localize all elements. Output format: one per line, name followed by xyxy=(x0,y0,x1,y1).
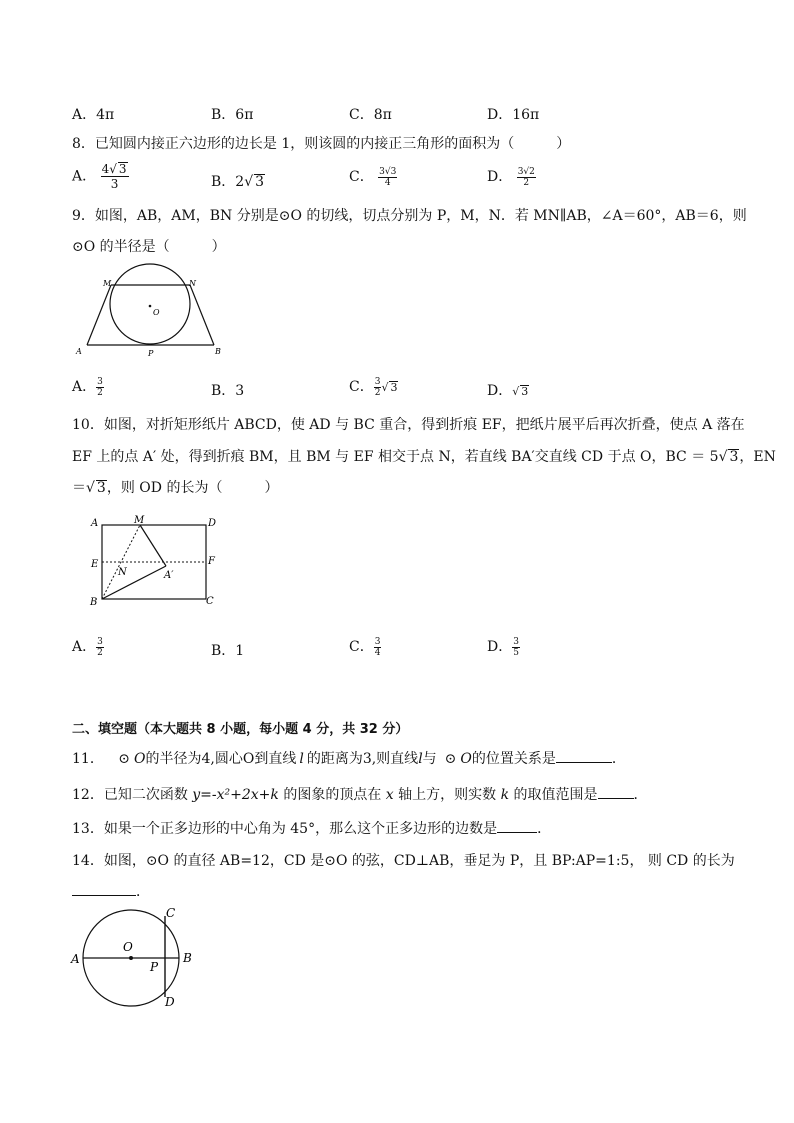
q14-label-p: P xyxy=(150,960,159,974)
q8-option-d: D． $\frac{3√2}{2}$ xyxy=(487,166,535,188)
q10-stem-line3: ＝√ 3，则 OD 的长为（ ） xyxy=(72,480,279,496)
q8-option-c: C． $\frac{3√3}{4}$ xyxy=(349,166,397,188)
q9-option-d: D．√ 3 xyxy=(487,383,529,399)
q10-stem-line2: EF 上的点 A′ 处，得到折痕 BM，且 BM 与 EF 相交于点 N，若直线 BA′交直线 CD 于点 O，BC ＝ 5√ 3，EN xyxy=(72,449,776,465)
q10-option-c: C． $\frac{3}{4}$ xyxy=(349,636,381,658)
q14-label-c: C xyxy=(166,906,176,920)
q9-circle xyxy=(110,264,190,344)
q12: 12．已知二次函数 y=-x²+2x+k 的图象的顶点在 x 轴上方，则实数 k 的取值范围是 ． xyxy=(72,787,648,803)
q9-label-m: M xyxy=(103,279,112,288)
q10-segment-ba1 xyxy=(102,566,166,599)
q7-option-b: B．6π xyxy=(211,107,254,123)
q8-stem: 8．已知圆内接正六边形的边长是 1，则该圆的内接正三角形的面积为（ ） xyxy=(72,136,571,152)
q10-option-a: A． $\frac{3}{2}$ xyxy=(72,636,103,658)
q11: 11． ⊙ O的半径为4,圆心O到直线 l 的距离为3,则直线l与 ⊙ O的位置关系是 ． xyxy=(72,751,626,767)
q7-option-d: D．16π xyxy=(487,107,540,123)
q12-answer-blank[interactable] xyxy=(598,785,634,799)
q9-figure xyxy=(72,258,232,360)
q8-option-b: B．2√ 3 xyxy=(211,174,265,190)
q10-label-c: C xyxy=(206,596,214,607)
q14-center-point xyxy=(129,956,133,960)
q10-label-f: F xyxy=(208,556,215,567)
q13: 13．如果一个正多边形的中心角为 45°，那么这个正多边形的边数是 ． xyxy=(72,821,552,837)
q11-answer-blank[interactable] xyxy=(556,749,612,763)
q10-figure xyxy=(82,510,232,612)
q14-label-o: O xyxy=(123,940,133,954)
q10-label-b: B xyxy=(90,597,98,608)
q9-stem-line2: ⊙O 的半径是（ ） xyxy=(72,239,226,255)
q10-label-a: A xyxy=(91,518,99,529)
q10-label-d: D xyxy=(208,518,217,529)
q9-label-n: N xyxy=(189,279,196,288)
q14-label-d: D xyxy=(165,995,175,1009)
q9-stem-line1: 9．如图，AB，AM，BN 分别是⊙O 的切线，切点分别为 P，M，N．若 MN∥AB，∠A＝60°，AB＝6，则 xyxy=(72,208,747,224)
q9-option-c: C． $\frac{3}{2}$ √ 3 xyxy=(349,376,398,398)
q9-segment-am xyxy=(87,285,111,345)
q7-option-a: A．4π xyxy=(72,107,115,123)
q8-option-a: A． $\frac{4√ 3}{3}$ xyxy=(72,162,127,191)
q9-option-a: A． $\frac{3}{2}$ xyxy=(72,376,103,398)
q9-label-b: B xyxy=(215,347,221,356)
q10-stem-line1: 10．如图，对折矩形纸片 ABCD，使 AD 与 BC 重合，得到折痕 EF，把纸片展平后再次折叠，使点 A 落在 xyxy=(72,417,745,433)
section-heading-fill-in: 二、填空题（本大题共 8 小题，每小题 4 分，共 32 分） xyxy=(72,722,409,737)
q14-figure xyxy=(66,900,206,1012)
q9-segment-bn xyxy=(190,285,214,345)
q14-answer-blank[interactable] xyxy=(72,882,136,896)
q7-option-c: C．8π xyxy=(349,107,392,123)
q14-stem: 14．如图，⊙O 的直径 AB=12，CD 是⊙O 的弦，CD⊥AB，垂足为 P，且 BP:AP=1:5， 则 CD 的长为 xyxy=(72,853,735,869)
q14-label-a: A xyxy=(71,952,80,966)
q14-label-b: B xyxy=(183,951,192,965)
q10-option-d: D． $\frac{3}{5}$ xyxy=(487,636,519,658)
q9-center-point xyxy=(149,305,152,308)
q9-label-o: O xyxy=(153,308,160,317)
q10-label-e: E xyxy=(91,559,99,570)
q10-label-m: M xyxy=(134,515,145,526)
q10-segment-ma1 xyxy=(140,525,166,566)
q9-label-p: P xyxy=(148,349,154,358)
q9-option-b: B．3 xyxy=(211,383,245,399)
q10-label-n: N xyxy=(118,567,127,578)
q13-answer-blank[interactable] xyxy=(497,819,537,833)
q14-answer-line: ． xyxy=(72,882,150,902)
q10-option-b: B．1 xyxy=(211,643,245,659)
q9-label-a: A xyxy=(76,347,82,356)
q10-label-a-prime: A′ xyxy=(164,570,174,581)
